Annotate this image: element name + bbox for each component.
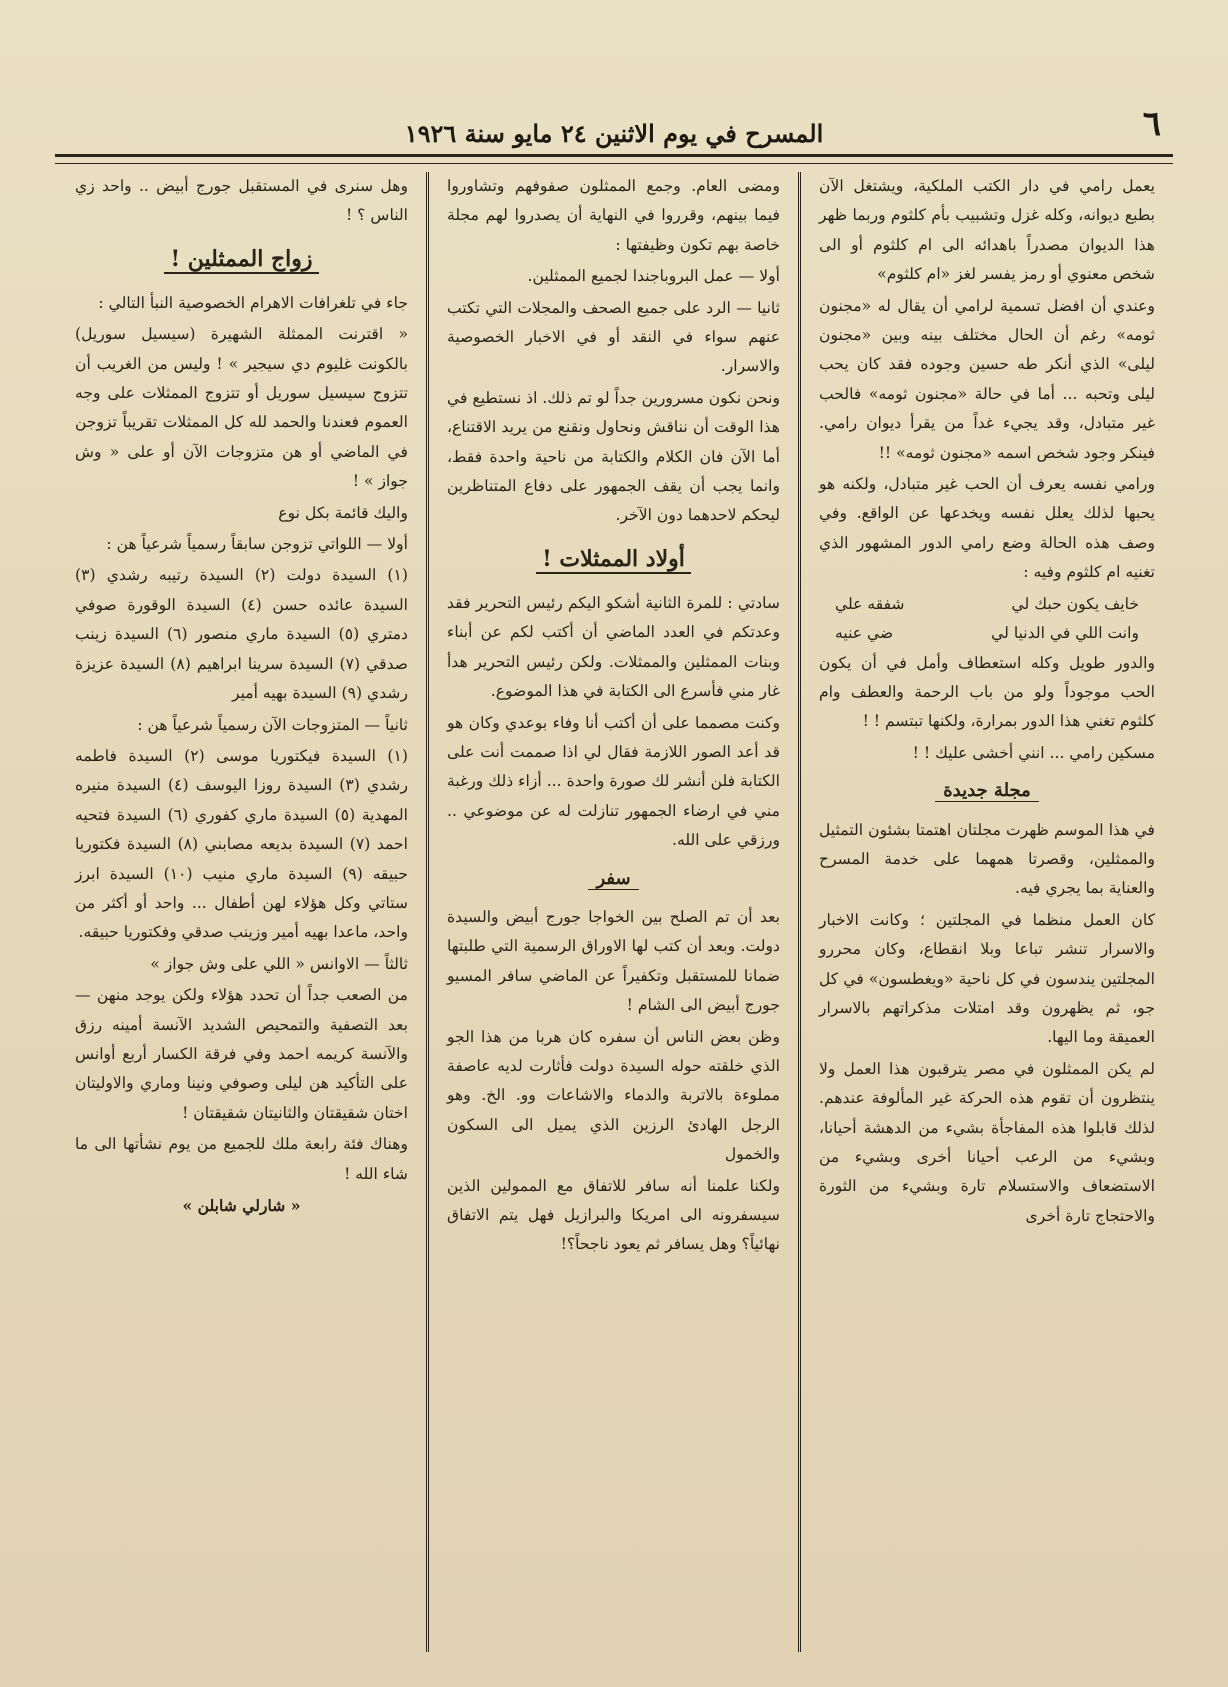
verse-hemistich: وانت اللي في الدنيا لي: [991, 624, 1139, 643]
paragraph: وعندي أن افضل تسمية لرامي أن يقال له «مجنون ثومه» رغم أن الحال مختلف بينه وبين «مجنون ليلى» الذي أنكر طه حسين وجوده فقد كان يحب ليلى وتحبه ... أما في حالة «مجنون ثومه» فالحب غير متبادل، وقد يجيء غداً من يقرأ ديوان رامي. فينكر وجود شخص اسمه «مجنون ثومه» !!: [819, 296, 1155, 462]
paragraph: من الصعب جداً أن تحدد هؤلاء ولكن يوجد منهن — بعد التصفية والتمحيص الشديد الآنسة أمينه رزق والآنسة كريمه احمد وفي فرقة الكسار أربع أوانس على التأكيد هن ليلى وصوفي ونينا وماري والاوليتان اختان شقيقتان والثانيتان شقيقتان !: [75, 986, 408, 1122]
paragraph: بعد أن تم الصلح بين الخواجا جورج أبيض والسيدة دولت. وبعد أن كتب لها الاوراق الرسمية التي طلبتها ضمانا للمستقبل وتكفيراً عن الماضي سافر المسيو جورج أبيض الى الشام !: [447, 907, 780, 1015]
paragraph: مسكين رامي ... انني أخشى عليك ! !: [912, 743, 1155, 762]
paragraph: في هذا الموسم ظهرت مجلتان اهتمتا بشئون التمثيل والممثلين، وقصرتا همهما على خدمة المسرح والعناية بما يجري فيه.: [819, 820, 1155, 898]
subhead-text: سفر: [588, 868, 638, 890]
paragraph: ثانياً — المتزوجات الآن رسمياً شرعياً هن :: [137, 715, 408, 734]
subhead-text: مجلة جديدة: [935, 780, 1039, 802]
paragraph: ثانيا — الرد على جميع الصحف والمجلات التي تكتب عنهم سواء في النقد أو في الاخبار الخصوصية والاسرار.: [447, 298, 780, 376]
article-columns: [55, 172, 1173, 1652]
paragraph: (١) السيدة فيكتوريا موسى (٢) السيدة فاطمه رشدي (٣) السيدة روزا اليوسف (٤) السيدة منيره المهدية (٥) السيدة ماري كفوري (٦) السيدة فتحيه احمد (٧) السيدة بديعه مصابني (٨) السيدة فكتوريا حبيقه (٩) السيدة ماري منيب (١٠) السيدة ابرز ستاتي وكل هؤلاء لهن أطفال ... واحد أو أكثر من واحد، ماعدا بهيه أمير وزينب صدقي وفكتوريا حبيقه.: [75, 746, 409, 942]
verse-hemistich: ضي عنيه: [835, 624, 894, 643]
page-header: [55, 102, 1173, 148]
paragraph: ولكنا علمنا أنه سافر للاتفاق مع الممولين الذين سيسفرونه الى امريكا والبرازيل فهل يتم الاتفاق نهائياً؟ وهل يسافر ثم يعود ناجحاً؟!: [447, 1176, 780, 1254]
verse-hemistich: شفقه علي: [835, 594, 905, 613]
headline-text: زواج الممثلين !: [164, 246, 318, 274]
paragraph: كان العمل منظما في المجلتين ؛ وكانت الاخبار والاسرار تنشر تباعا وبلا انقطاع، وكان محررو المجلتين يندسون في كل ناحية «ويغطسون» في كل جو، ثم يظهرون وقد امتلات مذكراتهم بالاسرار العميقة وما اليها.: [819, 910, 1155, 1047]
column-right: [801, 172, 1173, 1652]
verse-line: [819, 590, 1155, 619]
section-headline: [447, 541, 780, 577]
headline-text: أولاد الممثلات !: [536, 546, 691, 574]
paragraph: أولا — اللواتي تزوجن سابقاً رسمياً شرعياً هن :: [106, 535, 408, 554]
paragraph: ومضى العام. وجمع الممثلون صفوفهم وتشاوروا فيما بينهم، وقرروا في النهاية أن يصدروا لهم مجلة خاصة بهم تكون وظيفتها :: [447, 177, 780, 254]
paragraph: والدور طويل وكله استعطاف وأمل في أن يكون الحب موجوداً ولو من باب الرحمة والعطف وام كلثوم تغني هذا الدور بمرارة، ولكنها تبتسم ! !: [819, 653, 1155, 731]
paragraph: وكنت مصمما على أن أكتب أنا وفاء بوعدي وكان هو قد أعد الصور اللازمة فقال لي اذا صممت أنت على الكتابة فلن أنشر لك صورة واحدة ... أزاء ذلك ورغبة مني في ارضاء الجمهور تنازلت له عن موضوعي .. ورزقي على الله.: [447, 713, 780, 850]
paragraph: ثالثاً — الاوانس « اللي على وش جواز »: [150, 954, 408, 973]
paragraph: ورامي نفسه يعرف أن الحب غير متبادل، ولكنه هو يحبها لذلك يعلل نفسه ويخدعها عن الواقع. وفي وصف هذه الحالة وضع رامي الدور المشهور الذي تغنيه ام كلثوم وفيه :: [819, 475, 1155, 582]
paragraph: لم يكن الممثلون في مصر يترقبون هذا العمل ولا ينتظرون أن تقوم هذه الحركة غير المألوفة عندهم. لذلك قابلوا هذه المفاجأة بشيء من الدهشة أحيانا، وبشيء من الرعب أحيانا أخرى وبشيء من الاستضعاف والاستسلام تارة وبشيء من الثورة والاحتجاج تارة أخرى: [819, 1059, 1155, 1225]
paragraph: وهناك فئة رابعة ملك للجميع من يوم نشأتها الى ما شاء الله !: [75, 1135, 408, 1183]
paragraph: « اقترنت الممثلة الشهيرة (سيسيل سوريل) بالكونت غليوم دي سيجير » ! وليس من الغريب أن تتزوج سيسيل سوريل أو تتزوج الممثلات على وجه العموم فعندنا والحمد لله كل الممثلات تقريباً تزوجن في الماضي أو هن متزوجات الآن أو على « وش جواز » !: [75, 325, 408, 491]
page-number: ٦: [1142, 104, 1161, 144]
paragraph: وظن بعض الناس أن سفره كان هربا من هذا الجو الذي خلقته حوله السيدة دولت فأثارت لديه عاصفة مملوءة بالاتربة والدماء والاشاعات وو. الخ. وهو الرجل الهادئ الرزين الذي يميل الى السكون والخمول: [447, 1027, 780, 1164]
paragraph: وهل سنرى في المستقبل جورج أبيض .. واحد زي الناس ؟ !: [75, 177, 408, 225]
verse-hemistich: خايف يكون حبك لي: [1011, 594, 1139, 613]
paragraph: يعمل رامي في دار الكتب الملكية، ويشتغل الآن بطبع ديوانه، وكله غزل وتشبيب بأم كلثوم وربما ظهر هذا الديوان مصدراً باهدائه الى ام كلثوم أو الى شخص معنوي أو رمز يفسر لغز «ام كلثوم»: [819, 177, 1155, 284]
paragraph: جاء في تلغرافات الاهرام الخصوصية النبأ التالي :: [98, 293, 408, 312]
column-left: [57, 172, 429, 1652]
author-signature: « شارلي شابلن »: [182, 1196, 301, 1215]
verse-line: [819, 619, 1155, 648]
section-headline: [75, 241, 408, 277]
paragraph: ونحن نكون مسرورين جداً لو تم ذلك. اذ نستطيع في هذا الوقت أن نناقش ونحاول ونقنع من يريد الاقتناع، أما الآن فان الكلام والكتابة من ناحية واحدة فقط، وانما يجب أن يقف الجمهور على دفاع المتناظرين ليحكم لاحدهما دون الآخر.: [447, 388, 780, 525]
section-subhead: [819, 776, 1155, 805]
masthead-title: المسرح في يوم الاثنين ٢٤ مايو سنة ١٩٢٦: [404, 119, 824, 148]
column-middle: [429, 172, 801, 1652]
section-subhead: [447, 864, 780, 893]
paragraph: أولا — عمل البروباجندا لجميع الممثلين.: [527, 267, 780, 286]
paragraph: (١) السيدة دولت (٢) السيدة رتيبه رشدي (٣) السيدة عائده حسن (٤) السيدة الوقورة صوفي دمتري (٥) السيدة ماري منصور (٦) السيدة زينب صدقي (٧) السيدة سرينا ابراهيم (٨) السيدة عزيزة رشدي (٩) السيدة بهيه أمير: [75, 566, 409, 703]
header-rule: [55, 154, 1173, 164]
paragraph: واليك قائمة بكل نوع: [278, 503, 408, 522]
paragraph: سادتي : للمرة الثانية أشكو اليكم رئيس التحرير فقد وعدتكم في العدد الماضي أن أكتب لكم عن أبناء وبنات الممثلين والممثلات. ولكن رئيس التحرير هدأ غار مني فأسرع الى الكتابة في هذا الموضوع.: [447, 593, 780, 701]
